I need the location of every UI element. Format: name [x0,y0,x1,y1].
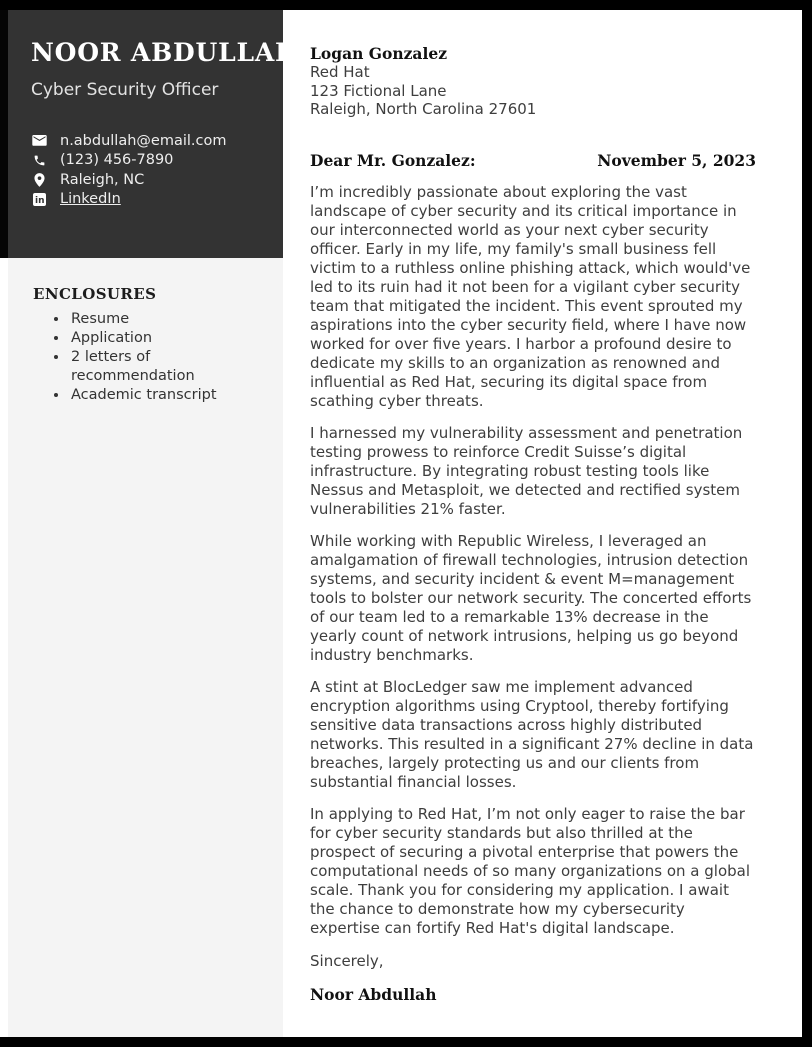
contact-phone-text: (123) 456-7890 [60,152,174,168]
svg-text:in: in [34,195,44,206]
recipient-city: Raleigh, North Carolina 27601 [310,100,537,118]
letter-closing: Sincerely, [310,951,384,970]
linkedin-icon [31,192,47,206]
recipient-company: Red Hat [310,63,370,81]
enclosures-list [33,310,275,405]
contact-location-text: Raleigh, NC [60,171,145,188]
enclosure-item: • Application [69,329,275,348]
letter-paragraph-2: I harnessed my vulnerability assessment and penetration testing prowess to reinforce Credit Suisse’s digital infrastructure. By integrating robust testing tools like Nessus and Metasploit, we detected and rectified system vulnerabilities 21% faster. [310,423,743,518]
page-frame-bottom [0,1037,812,1047]
phone-icon [31,153,47,167]
letter-paragraph-4: A stint at BlocLedger saw me implement advanced encryption algorithms using Cryptool, thereby fortifying sensitive data transactions across highly distributed networks. This resulted in a significant 27% decline in data breaches, largely protecting us and our clients from substantial financial losses. [310,677,754,791]
contact-email-text: n.abdullah@email.com [60,132,227,149]
signature-name: Noor Abdullah [310,984,437,1004]
enclosure-item: • 2 letters of recommendation [69,348,275,386]
letter-paragraph-3: While working with Republic Wireless, I leveraged an amalgamation of firewall technologies, intrusion detection systems, and security incident & event M=management tools to bolster our network security. The concerted efforts of our team led to a remarkable 13% decrease in the yearly count of network intrusions, helping us go beyond industry benchmarks. [310,531,752,664]
enclosure-item: • Academic transcript [69,386,275,405]
letter-date: November 5, 2023 [597,150,756,170]
person-name: NOOR ABDULLAH [31,38,300,67]
letter-paragraph-5: In applying to Red Hat, I’m not only eager to raise the bar for cyber security standards but also thrilled at the prospect of securing a pivotal enterprise that powers the computational needs of so many organizations on a global scale. Thank you for considering my application. I await the chance to demonstrate how my cybersecurity expertise can fortify Red Hat's digital landscape. [310,804,751,937]
sidebar-column [8,258,283,1037]
letter-paragraph-1: I’m incredibly passionate about exploring the vast landscape of cyber security and its critical importance in our interconnected world as your next cyber security officer. Early in my life, my family's small business fell victim to a ruthless online phishing attack, which would've led to its ruin had it not been for a vigilant cyber security team that mitigated the incident. This event sprouted my aspirations into the cyber security field, where I have now worked for over five years. I harbor a profound desire to dedicate my skills to an organization as renowned and influential as Red Hat, securing its digital space from scathing cyber threats. [310,182,751,410]
recipient-block [310,44,756,119]
contact-row-phone [31,151,273,170]
sidebar-header [0,10,300,258]
person-job-title: Cyber Security Officer [31,80,219,100]
page-frame-right [802,0,812,1047]
recipient-name: Logan Gonzalez [310,44,448,63]
salutation: Dear Mr. Gonzalez: [310,150,476,170]
enclosure-item: • Resume [69,310,275,329]
contact-list [31,131,273,209]
salutation-row [310,151,756,170]
contact-row-location [31,170,273,189]
recipient-street: 123 Fictional Lane [310,81,447,100]
page-frame-top [0,0,812,10]
linkedin-link[interactable]: LinkedIn [60,191,121,207]
email-icon [31,134,47,148]
letter-body [310,44,756,1004]
location-icon [31,173,47,187]
contact-row-email [31,131,273,150]
contact-row-linkedin [31,190,273,209]
enclosures-heading: ENCLOSURES [33,285,157,303]
